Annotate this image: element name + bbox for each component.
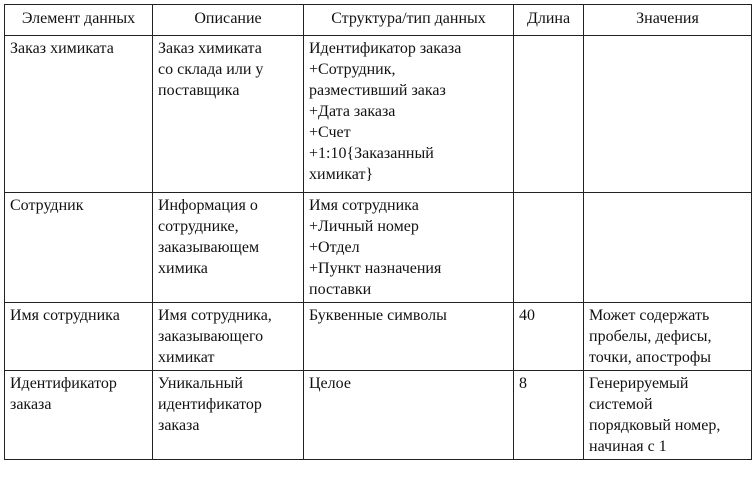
cell-values: Может содержать пробелы, дефисы, точки, апострофы xyxy=(584,303,752,371)
table-row xyxy=(5,36,752,193)
cell-structure: Идентификатор заказа +Сотрудник, разместивший заказ +Дата заказа +Счет +1:10{Заказанный химикат} xyxy=(304,36,514,193)
cell-length xyxy=(514,36,584,193)
table-row xyxy=(5,303,752,371)
cell-description: Заказ химиката со склада или у поставщика xyxy=(153,36,304,193)
cell-structure: Целое xyxy=(304,371,514,460)
cell-length xyxy=(514,193,584,303)
cell-element: Идентификатор заказа xyxy=(5,371,153,460)
header-data-element: Элемент данных xyxy=(5,5,153,36)
header-length: Длина xyxy=(514,5,584,36)
cell-values: Генерируемый системой порядковый номер, начиная с 1 xyxy=(584,371,752,460)
header-description: Описание xyxy=(153,5,304,36)
cell-values xyxy=(584,193,752,303)
cell-structure: Имя сотрудника +Личный номер +Отдел +Пункт назначения поставки xyxy=(304,193,514,303)
cell-description: Имя сотрудника, заказывающего химикат xyxy=(153,303,304,371)
cell-description: Уникальный идентификатор заказа xyxy=(153,371,304,460)
cell-length: 40 xyxy=(514,303,584,371)
header-values: Значения xyxy=(584,5,752,36)
table-row xyxy=(5,371,752,460)
cell-structure: Буквенные символы xyxy=(304,303,514,371)
cell-element: Сотрудник xyxy=(5,193,153,303)
table-row xyxy=(5,193,752,303)
header-row xyxy=(5,5,752,36)
cell-element: Заказ химиката xyxy=(5,36,153,193)
cell-values xyxy=(584,36,752,193)
cell-length: 8 xyxy=(514,371,584,460)
header-structure: Структура/тип данных xyxy=(304,5,514,36)
cell-description: Информация о сотруднике, заказывающем химика xyxy=(153,193,304,303)
cell-element: Имя сотрудника xyxy=(5,303,153,371)
data-dictionary-table xyxy=(4,4,752,460)
